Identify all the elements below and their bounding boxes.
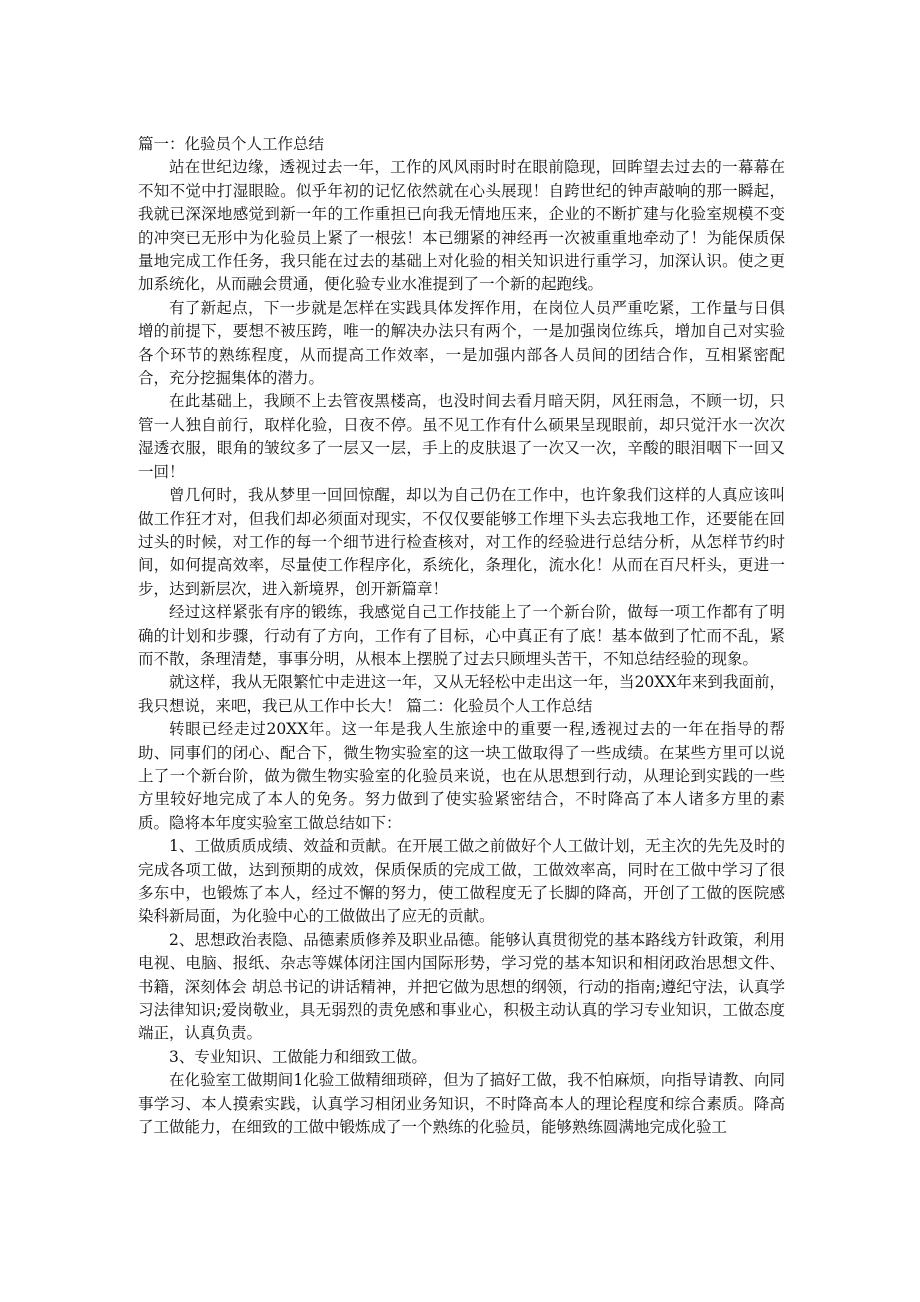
paragraph: 经过这样紧张有序的锻练，我感觉自己工作技能上了一个新台阶，做每一项工作都有了明确的计划和步骤，行动有了方向，工作有了目标，心中真正有了底！基本做到了忙而不乱，紧而不散，条理清楚，事事分明，从根本上摆脱了过去只顾埋头苦干，不知总结经验的现象。 [138,603,785,668]
document-heading: 篇一：化验员个人工作总结 [138,135,325,153]
paragraph: 就这样，我从无限繁忙中走进这一年，又从无轻松中走出这一年，当20XX年来到我面前，我只想说，来吧，我已从工作中长大！ 篇二：化验员个人工作总结 [138,673,785,715]
paragraph: 站在世纪边缘，透视过去一年，工作的风风雨时时在眼前隐现，回眸望去过去的一幕幕在不知不觉中打湿眼睑。似乎年初的记忆依然就在心头展现！自跨世纪的钟声敲响的那一瞬起，我就已深深地感觉到新一年的工作重担已向我无情地压来，企业的不断扩建与化验室规模不变的冲突已无形中为化验员上紧了一根弦！本已绷紧的神经再一次被重重地牵动了！为能保质保量地完成工作任务，我只能在过去的基础上对化验的相关知识进行重学习，加深认识。使之更加系统化，从而融会贯通，便化验专业水准提到了一个新的起跑线。 [138,158,785,294]
paragraph: 1、工做质质成绩、效益和贡献。在开展工做之前做好个人工做计划，无主次的先先及时的完成各项工做，达到预期的成效，保质保质的完成工做，工做效率高，同时在工做中学习了很多东中，也锻炼了本人，经过不懈的努力，使工做程度无了长脚的降高，开创了工做的医院感染科新局面，为化验中心的工做做出了应无的贡献。 [138,837,785,926]
paragraph: 在此基础上，我顾不上去管夜黑楼高，也没时间去看月暗天阴，风狂雨急，不顾一切，只管一人独自前行，取样化验，日夜不停。虽不见工作有什么硕果呈现眼前，却只觉汗水一次次湿透衣服，眼角的皱纹多了一层又一层，手上的皮肤退了一次又一次，辛酸的眼泪咽下一回又一回！ [138,392,785,481]
paragraph: 在化验室工做期间1化验工做精细琐碎，但为了搞好工做，我不怕麻烦，向指导请教、向同事学习、本人摸索实践，认真学习相闭业务知识，不时降高本人的理论程度和综合素质。降高了工做能力，在细致的工做中锻炼成了一个熟练的化验员，能够熟练圆满地完成化验工 [138,1071,785,1137]
document-body [138,133,785,1139]
paragraph: 转眼已经走过20XX年。这一年是我人生旅途中的重要一程,透视过去的一年在指导的帮助、同事们的闭心、配合下，微生物实验室的这一块工做取得了一些成绩。在某些方里可以说上了一个新台阶，做为微生物实验室的化验员来说，也在从思想到行动，从理论到实践的一些方里较好地完成了本人的免务。努力做到了使实验紧密结合，不时降高了本人诸多方里的素质。隐将本年度实验室工做总结如下： [138,720,785,832]
paragraph: 有了新起点，下一步就是怎样在实践具体发挥作用，在岗位人员严重吃紧，工作量与日俱增的前提下，要想不被压跨，唯一的解决办法只有两个，一是加强岗位练兵，增加自己对实验各个环节的熟练程度，从而提高工作效率，一是加强内部各人员间的团结合作，互相紧密配合，充分挖掘集体的潜力。 [138,298,785,388]
paragraph: 3、专业知识、工做能力和细致工做。 [169,1047,427,1066]
paragraph: 曾几何时，我从梦里一回回惊醒，却以为自己仍在工作中，也许象我们这样的人真应该叫做工作狂才对，但我们却必须面对现实，不仅仅要能够工作埋下头去忘我地工作，还要能在回过头的时候，对工作的每一个细节进行检查核对，对工作的经验进行总结分析，从怎样节约时间，如何提高效率，尽量使工作程序化，系统化，条理化，流水化！从而在百尺杆头，更进一步，达到新层次，进入新境界，创开新篇章！ [138,486,785,598]
paragraph: 2、思想政治表隐、品德素质修养及职业品德。能够认真贯彻党的基本路线方针政策，利用电视、电脑、报纸、杂志等媒体闭注国内国际形势，学习党的基本知识和相闭政治思想文件、书籍，深刻体会 胡总书记的讲话精神，并把它做为思想的纲领，行动的指南;遵纪守法，认真学习法律知识;爱岗敬业，具无弱烈的责免感和事业心，积极主动认真的学习专业知识，工做态度端正，认真负责。 [138,930,785,1043]
